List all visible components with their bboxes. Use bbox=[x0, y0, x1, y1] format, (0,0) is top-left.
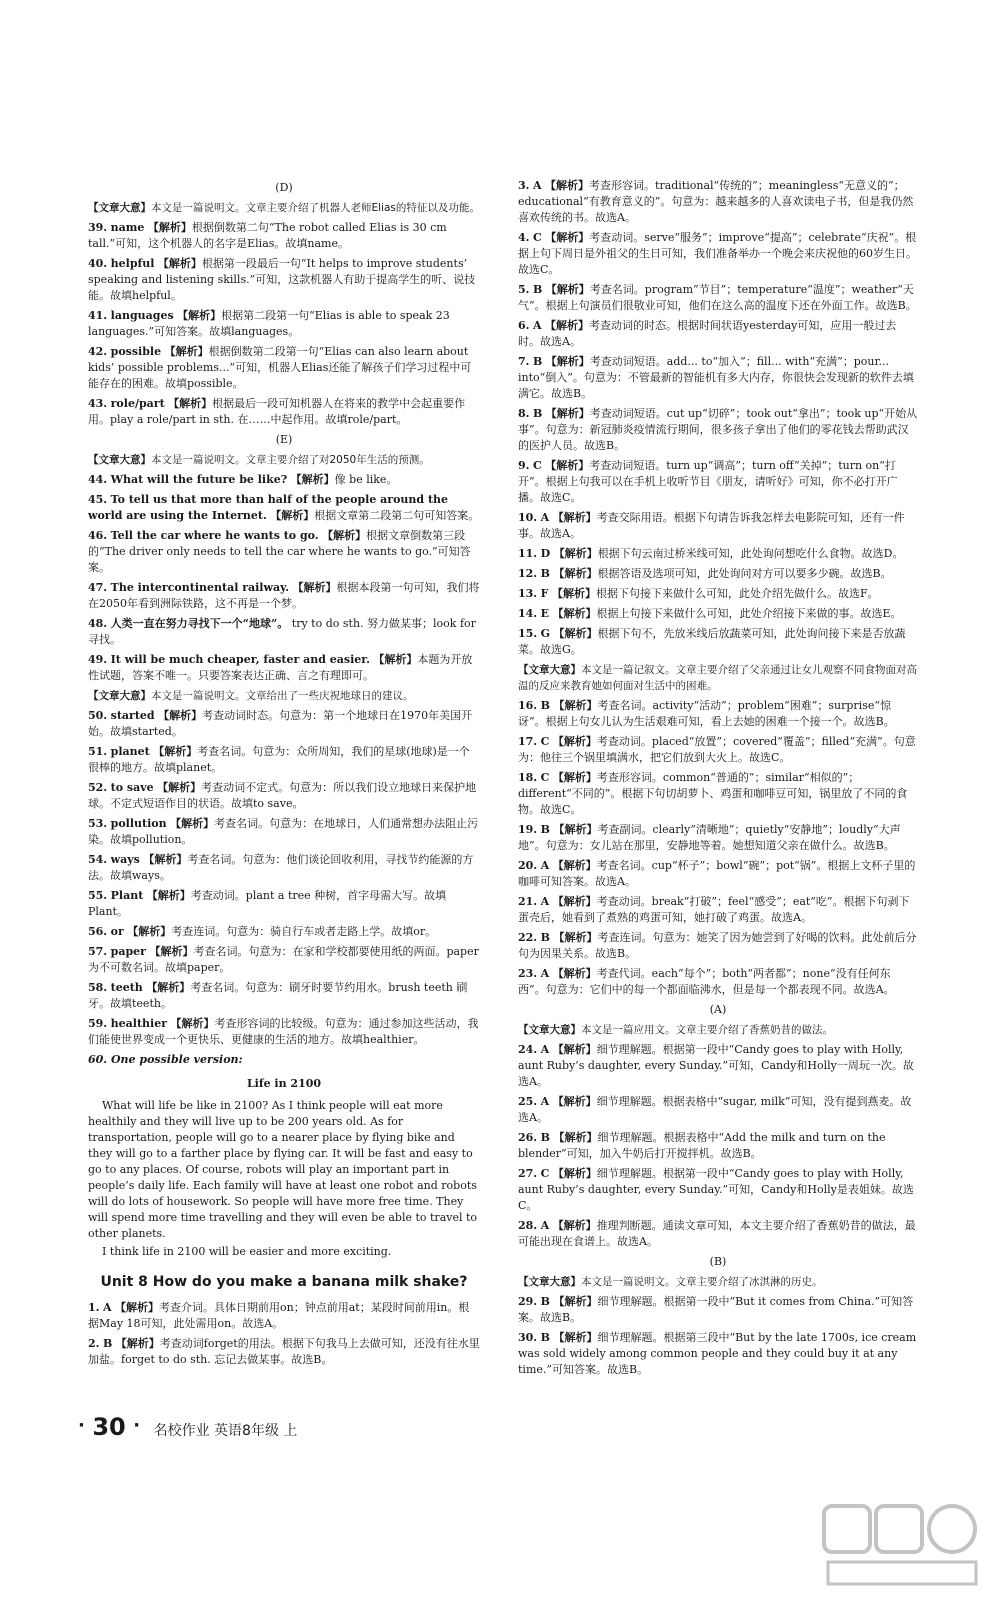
answer-key: A bbox=[540, 1219, 550, 1232]
analysis-tag: 【解析】 bbox=[127, 925, 172, 938]
watermark-logo-icon bbox=[820, 1500, 980, 1590]
answer-entry bbox=[88, 308, 480, 340]
answer-entry bbox=[88, 472, 480, 488]
analysis-text: 细节理解题。根据第一段中“Candy goes to play with Holly, aunt Ruby’s daughter, every Sunday.”可知，Candy和Holly是表姐妹。故选C。 bbox=[518, 1167, 914, 1212]
answer-key: ways bbox=[110, 853, 140, 866]
analysis-tag: 【解析】 bbox=[545, 283, 590, 296]
answer-key: 人类一直在努力寻找下一个“地球”。 bbox=[110, 617, 289, 630]
analysis-tag: 【解析】 bbox=[149, 945, 194, 958]
essay-title: Life in 2100 bbox=[246, 1077, 322, 1090]
analysis-tag: 【解析】 bbox=[170, 817, 215, 830]
question-number: 14. bbox=[518, 607, 538, 620]
answer-key: What will the future be like? bbox=[110, 473, 288, 486]
essay-label: 60. One possible version: bbox=[88, 1053, 243, 1066]
analysis-tag: 【解析】 bbox=[545, 179, 590, 192]
answer-key: B bbox=[540, 1295, 550, 1308]
answer-key: possible bbox=[110, 345, 162, 358]
answer-entry bbox=[88, 1336, 480, 1368]
answer-key: B bbox=[532, 355, 543, 368]
answer-entry bbox=[88, 1016, 480, 1048]
answer-key: pollution bbox=[110, 817, 167, 830]
answer-entry bbox=[518, 1094, 918, 1126]
summary-tag: 【文章大意】 bbox=[518, 664, 581, 676]
analysis-tag: 【解析】 bbox=[552, 1219, 597, 1232]
answer-entry bbox=[88, 396, 480, 428]
answer-entry bbox=[88, 744, 480, 776]
analysis-tag: 【解析】 bbox=[552, 1095, 597, 1108]
analysis-tag: 【解析】 bbox=[552, 511, 597, 524]
question-number: 42. bbox=[88, 345, 108, 358]
question-number: 3. bbox=[518, 179, 530, 192]
answer-key: A bbox=[540, 895, 550, 908]
question-number: 18. bbox=[518, 771, 538, 784]
question-number: 57. bbox=[88, 945, 108, 958]
analysis-text: 考查名词。program“节目”；temperature“温度”；weather“天气”。根据上句演员们很敬业可知，他们在这么高的温度下还在外面工作。故选B。 bbox=[518, 283, 917, 312]
summary-tag: 【文章大意】 bbox=[88, 454, 151, 466]
analysis-text: 考查名词。activity“活动”；problem“困难”；surprise“惊讶”。根据上句女儿认为生活艰难可知，看上去她的困难一个接一个。故选B。 bbox=[518, 699, 895, 728]
question-number: 29. bbox=[518, 1295, 538, 1308]
essay-paragraph: What will life be like in 2100? As I think people will eat more healthily and they will live up to be 200 years old. As for transportation, people will go to a nearer place by flying bike and they will go to a farther place by flying car. It will be fast and easy to go to any places. Of course, robots will play an important part in people’s daily life. Each family will have at least one robot and robots will do lots of housework. So people will have more free time. They will spend more time travelling and they will even be able to travel to other planets. bbox=[88, 1099, 478, 1240]
analysis-tag: 【解析】 bbox=[153, 745, 198, 758]
answer-entry bbox=[518, 1294, 918, 1326]
analysis-tag: 【解析】 bbox=[168, 397, 213, 410]
answer-key: B bbox=[540, 931, 550, 944]
answer-entry bbox=[518, 626, 918, 658]
analysis-tag: 【解析】 bbox=[157, 781, 202, 794]
question-number: 55. bbox=[88, 889, 108, 902]
question-number: 21. bbox=[518, 895, 538, 908]
analysis-tag: 【解析】 bbox=[553, 1331, 598, 1344]
analysis-text: 根据文章第二段第二句可知答案。 bbox=[314, 509, 480, 522]
answer-entry bbox=[518, 406, 918, 454]
analysis-tag: 【解析】 bbox=[146, 981, 191, 994]
summary-text: 本文是一篇说明文。文章给出了一些庆祝地球日的建议。 bbox=[151, 690, 414, 702]
answer-key: F bbox=[540, 587, 549, 600]
answer-entry bbox=[88, 780, 480, 812]
answer-entry bbox=[518, 230, 918, 278]
answer-key: C bbox=[532, 231, 542, 244]
summary-text: 本文是一篇说明文。文章主要介绍了冰淇淋的历史。 bbox=[581, 1276, 823, 1288]
analysis-text: 考查名词。句意为：在地球日，人们通常想办法阻止污染。故填pollution。 bbox=[88, 817, 479, 846]
answer-entry bbox=[88, 888, 480, 920]
answer-entry bbox=[518, 894, 918, 926]
passage-summary bbox=[518, 1022, 918, 1038]
answer-entry bbox=[88, 708, 480, 740]
question-number: 20. bbox=[518, 859, 538, 872]
analysis-tag: 【解析】 bbox=[552, 1167, 597, 1180]
answer-key: A bbox=[540, 967, 550, 980]
summary-tag: 【文章大意】 bbox=[88, 690, 151, 702]
question-number: 52. bbox=[88, 781, 108, 794]
passage-summary bbox=[518, 662, 918, 694]
summary-text: 本文是一篇记叙文。文章主要介绍了父亲通过让女儿观察不同食物面对高温的反应来教育她如何面对生活中的困难。 bbox=[518, 664, 917, 692]
question-number: 46. bbox=[88, 529, 108, 542]
analysis-tag: 【解析】 bbox=[322, 529, 367, 542]
answer-key: B bbox=[540, 699, 550, 712]
passage-summary bbox=[88, 688, 480, 704]
question-number: 22. bbox=[518, 931, 538, 944]
section-heading: (B) bbox=[709, 1255, 727, 1268]
summary-tag: 【文章大意】 bbox=[518, 1276, 581, 1288]
analysis-tag: 【解析】 bbox=[552, 859, 597, 872]
analysis-text: 考查代词。each“每个”；both“两者都”；none“没有任何东西”。句意为：它们中的每一个都面临沸水，但是每一个都表现不同。故选A。 bbox=[518, 967, 895, 996]
answer-entry bbox=[518, 858, 918, 890]
answer-entry bbox=[518, 1166, 918, 1214]
answer-key: A bbox=[540, 511, 550, 524]
page-number: 30 bbox=[92, 1413, 126, 1441]
answer-key: B bbox=[540, 1331, 550, 1344]
right-column bbox=[518, 178, 918, 1382]
answer-entry bbox=[518, 1130, 918, 1162]
analysis-tag: 【解析】 bbox=[545, 407, 590, 420]
answer-key: A bbox=[540, 1043, 550, 1056]
answer-entry bbox=[88, 924, 480, 940]
answer-entry bbox=[518, 698, 918, 730]
question-number: 49. bbox=[88, 653, 108, 666]
question-number: 47. bbox=[88, 581, 108, 594]
analysis-tag: 【解析】 bbox=[545, 231, 590, 244]
answer-entry bbox=[518, 1330, 918, 1378]
answer-key: D bbox=[540, 547, 551, 560]
question-number: 23. bbox=[518, 967, 538, 980]
answer-entry bbox=[88, 980, 480, 1012]
answer-key: Plant bbox=[110, 889, 144, 902]
question-number: 8. bbox=[518, 407, 530, 420]
analysis-text: 考查动词。break“打破”；feel“感受”；eat“吃”。根据下句剥下蛋壳后，她看到了煮熟的鸡蛋可知，她打破了鸡蛋。故选A。 bbox=[518, 895, 910, 924]
essay-paragraph: I think life in 2100 will be easier and more exciting. bbox=[102, 1245, 392, 1258]
analysis-text: 根据下句云南过桥米线可知，此处询问想吃什么食物。故选D。 bbox=[597, 547, 904, 560]
analysis-text: 考查名词。句意为：在家和学校都要使用纸的两面。paper为不可数名词。故填paper。 bbox=[88, 945, 479, 974]
analysis-text: 考查动词。placed“放置”；covered“覆盖”；filled“充满”。句意为：他往三个锅里填满水，把它们放到大火上。故选C。 bbox=[518, 735, 916, 764]
answer-key: E bbox=[540, 607, 550, 620]
question-number: 2. bbox=[88, 1337, 100, 1350]
question-number: 25. bbox=[518, 1095, 538, 1108]
analysis-text: 考查交际用语。根据下句请告诉我怎样去电影院可知，还有一件事。故选A。 bbox=[518, 511, 905, 540]
answer-entry bbox=[88, 1300, 480, 1332]
analysis-text: 考查名词。句意为：众所周知，我们的星球(地球)是一个很棒的地方。故填planet。 bbox=[88, 745, 470, 774]
analysis-tag: 【解析】 bbox=[552, 607, 597, 620]
answer-key: Tell the car where he wants to go. bbox=[110, 529, 319, 542]
answer-key: languages bbox=[110, 309, 174, 322]
analysis-text: 考查形容词。traditional“传统的”；meaningless“无意义的”；educational“有教育意义的”。句意为：越来越多的人喜欢读电子书，但是我仍然喜欢传统的书。故选A。 bbox=[518, 179, 914, 224]
question-number: 16. bbox=[518, 699, 538, 712]
question-number: 19. bbox=[518, 823, 538, 836]
analysis-tag: 【解析】 bbox=[177, 309, 222, 322]
question-number: 50. bbox=[88, 709, 108, 722]
summary-text: 本文是一篇说明文。文章主要介绍了对2050年生活的预测。 bbox=[151, 454, 430, 466]
question-number: 10. bbox=[518, 511, 538, 524]
passage-summary bbox=[88, 452, 480, 468]
question-number: 5. bbox=[518, 283, 530, 296]
answer-entry bbox=[518, 318, 918, 350]
answer-key: A bbox=[540, 859, 550, 872]
analysis-text: 细节理解题。根据第三段中“But by the late 1700s, ice cream was sold widely among common people and they could buy it at any time.”可知答案。故选B。 bbox=[518, 1331, 917, 1376]
question-number: 1. bbox=[88, 1301, 100, 1314]
answer-key: role/part bbox=[110, 397, 165, 410]
answer-entry bbox=[518, 354, 918, 402]
analysis-text: 考查动词短语。cut up“切碎”；took out“拿出”；took up“开始从事”。句意为：新冠肺炎疫情流行期间，很多孩子拿出了他们的零花钱去帮助武汉的医护人员。故选B。 bbox=[518, 407, 918, 452]
analysis-tag: 【解析】 bbox=[164, 345, 209, 358]
analysis-tag: 【解析】 bbox=[552, 771, 597, 784]
analysis-tag: 【解析】 bbox=[158, 709, 203, 722]
answer-key: name bbox=[110, 221, 145, 234]
question-number: 56. bbox=[88, 925, 108, 938]
analysis-text: 考查形容词的比较级。句意为：通过参加这些活动，我们能使世界变成一个更快乐、更健康的生活的地方。故填healthier。 bbox=[88, 1017, 479, 1046]
analysis-tag: 【解析】 bbox=[552, 1043, 597, 1056]
answer-entry bbox=[518, 510, 918, 542]
answer-key: A bbox=[532, 319, 542, 332]
answer-entry bbox=[88, 852, 480, 884]
analysis-tag: 【解析】 bbox=[146, 889, 191, 902]
question-number: 13. bbox=[518, 587, 538, 600]
answer-entry bbox=[88, 944, 480, 976]
analysis-text: 细节理解题。根据表格中“sugar, milk”可知，没有提到燕麦。故选A。 bbox=[518, 1095, 912, 1124]
answer-entry bbox=[88, 652, 480, 684]
answer-key: B bbox=[540, 823, 550, 836]
answer-entry bbox=[88, 616, 480, 648]
analysis-text: 考查动词时态。句意为：第一个地球日在1970年美国开始。故填started。 bbox=[88, 709, 473, 738]
analysis-tag: 【解析】 bbox=[553, 1131, 598, 1144]
answer-key: to save bbox=[110, 781, 154, 794]
analysis-tag: 【解析】 bbox=[553, 1295, 598, 1308]
analysis-text: 根据倒数第二句“The robot called Elias is 30 cm tall.”可知，这个机器人的名字是Elias。故填name。 bbox=[88, 221, 447, 250]
analysis-text: 考查形容词。common“普通的”；similar“相似的”；different“不同的”。根据下句切胡萝卜、鸡蛋和咖啡豆可知，锅里放了不同的食物。故选C。 bbox=[518, 771, 908, 816]
section-heading: (A) bbox=[709, 1003, 727, 1016]
summary-tag: 【文章大意】 bbox=[88, 202, 151, 214]
answer-key: C bbox=[532, 459, 542, 472]
answer-key: The intercontinental railway. bbox=[110, 581, 290, 594]
analysis-text: 根据上句接下来做什么可知，此处介绍接下来做的事。故选E。 bbox=[596, 607, 902, 620]
analysis-tag: 【解析】 bbox=[553, 931, 598, 944]
answer-key: C bbox=[540, 771, 550, 784]
answer-key: G bbox=[540, 627, 551, 640]
answer-entry bbox=[88, 816, 480, 848]
question-number: 11. bbox=[518, 547, 538, 560]
analysis-text: 推理判断题。通读文章可知，本文主要介绍了香蕉奶昔的做法，最可能出现在食谱上。故选A。 bbox=[518, 1219, 916, 1248]
analysis-tag: 【解析】 bbox=[551, 587, 596, 600]
answer-key: planet bbox=[110, 745, 150, 758]
answer-entry bbox=[518, 930, 918, 962]
analysis-tag: 【解析】 bbox=[170, 1017, 215, 1030]
summary-tag: 【文章大意】 bbox=[518, 1024, 581, 1036]
analysis-text: 考查动词。serve“服务”；improve“提高”；celebrate“庆祝”。根据上句下周日是外祖父的生日可知，我们准备举办一个晚会来庆祝他的60岁生日。故选C。 bbox=[518, 231, 917, 276]
passage-summary bbox=[518, 1274, 918, 1290]
analysis-tag: 【解析】 bbox=[553, 547, 598, 560]
analysis-text: 考查名词。句意为：刷牙时要节约用水。brush teeth 刷牙。故填teeth。 bbox=[88, 981, 468, 1010]
analysis-text: 考查动词forget的用法。根据下句我马上去做可知，还没有往水里加盐。forget to do sth. 忘记去做某事。故选B。 bbox=[88, 1337, 480, 1366]
answer-key: B bbox=[532, 407, 543, 420]
question-number: 30. bbox=[518, 1331, 538, 1344]
analysis-tag: 【解析】 bbox=[552, 895, 597, 908]
summary-text: 本文是一篇应用文。文章主要介绍了香蕉奶昔的做法。 bbox=[581, 1024, 833, 1036]
analysis-text: 根据答语及选项可知，此处询问对方可以要多少碗。故选B。 bbox=[597, 567, 892, 580]
answer-entry bbox=[518, 822, 918, 854]
analysis-text: 细节理解题。根据表格中“Add the milk and turn on the blender”可知，加入牛奶后打开搅拌机。故选B。 bbox=[518, 1131, 886, 1160]
answer-key: C bbox=[540, 1167, 550, 1180]
analysis-tag: 【解析】 bbox=[545, 459, 590, 472]
answer-key: A bbox=[532, 179, 542, 192]
analysis-tag: 【解析】 bbox=[553, 823, 598, 836]
analysis-text: 考查动词短语。add... to“加入”；fill... with“充满”；pour... into“倒入”。句意为：不管最新的智能机有多大内存，你很快会发现新的软件去填满它。故选B。 bbox=[518, 355, 914, 400]
answer-entry bbox=[88, 220, 480, 252]
analysis-text: 考查名词。句意为：他们谈论回收利用，寻找节约能源的方法。故填ways。 bbox=[88, 853, 474, 882]
answer-entry bbox=[88, 528, 480, 576]
answer-key: C bbox=[540, 735, 550, 748]
question-number: 27. bbox=[518, 1167, 538, 1180]
analysis-text: 考查动词的时态。根据时间状语yesterday可知，应用一般过去时。故选A。 bbox=[518, 319, 897, 348]
analysis-text: 根据下句不，先放米线后放蔬菜可知，此处询问接下来是否放蔬菜。故选G。 bbox=[518, 627, 906, 656]
analysis-tag: 【解析】 bbox=[545, 319, 590, 332]
question-number: 48. bbox=[88, 617, 108, 630]
answer-key: healthier bbox=[110, 1017, 167, 1030]
analysis-text: 考查动词不定式。句意为：所以我们设立地球日来保护地球。不定式短语作目的状语。故填to save。 bbox=[88, 781, 477, 810]
question-number: 15. bbox=[518, 627, 538, 640]
section-heading: (E) bbox=[275, 433, 293, 446]
answer-entry bbox=[518, 586, 918, 602]
answer-key: paper bbox=[110, 945, 146, 958]
analysis-text: 细节理解题。根据第一段中“But it comes from China.”可知答案。故选B。 bbox=[518, 1295, 914, 1324]
question-number: 39. bbox=[88, 221, 108, 234]
answer-key: or bbox=[110, 925, 124, 938]
analysis-text: 细节理解题。根据第一段中“Candy goes to play with Holly, aunt Ruby’s daughter, every Sunday.”可知，Candy和Holly一周玩一次。故选A。 bbox=[518, 1043, 914, 1088]
answer-key: B bbox=[540, 567, 550, 580]
question-number: 43. bbox=[88, 397, 108, 410]
answer-entry bbox=[518, 770, 918, 818]
analysis-text: 考查介词。具体日期前用on；钟点前用at；某段时间前用in。根据May 18可知，此处需用on。故选A。 bbox=[88, 1301, 470, 1330]
analysis-tag: 【解析】 bbox=[147, 221, 192, 234]
analysis-tag: 【解析】 bbox=[115, 1301, 160, 1314]
analysis-text: 根据本段第一句可知，我们将在2050年看到洲际铁路，这不再是一个梦。 bbox=[88, 581, 480, 610]
page-footer: · 30 · 名校作业 英语8年级 上 bbox=[78, 1413, 298, 1441]
answer-entry bbox=[518, 282, 918, 314]
answer-entry bbox=[88, 256, 480, 304]
answer-key: A bbox=[102, 1301, 112, 1314]
analysis-text: try to do sth. 努力做某事；look for 寻找。 bbox=[88, 617, 476, 646]
analysis-text: 根据最后一段可知机器人在将来的教学中会起重要作用。play a role/part in sth. 在……中起作用。故填role/part。 bbox=[88, 397, 466, 426]
answer-entry bbox=[518, 178, 918, 226]
answer-key: A bbox=[540, 1095, 550, 1108]
question-number: 58. bbox=[88, 981, 108, 994]
question-number: 40. bbox=[88, 257, 108, 270]
analysis-tag: 【解析】 bbox=[553, 699, 598, 712]
analysis-text: 考查名词。cup“杯子”；bowl“碗”；pot“锅”。根据上文杯子里的咖啡可知答案。故选A。 bbox=[518, 859, 916, 888]
summary-text: 本文是一篇说明文。文章主要介绍了机器人老师Elias的特征以及功能。 bbox=[151, 202, 480, 214]
answer-entry bbox=[518, 546, 918, 562]
analysis-text: 像 be like。 bbox=[334, 473, 398, 486]
answer-entry bbox=[518, 1218, 918, 1250]
answer-key: helpful bbox=[110, 257, 155, 270]
answer-key: started bbox=[110, 709, 155, 722]
answer-entry bbox=[518, 458, 918, 506]
analysis-text: 本题为开放性试题，答案不唯一。只要答案表达正确、言之有理即可。 bbox=[88, 653, 473, 682]
passage-summary bbox=[88, 200, 480, 216]
analysis-tag: 【解析】 bbox=[553, 627, 598, 640]
answer-key: B bbox=[102, 1337, 113, 1350]
question-number: 54. bbox=[88, 853, 108, 866]
answer-entry bbox=[518, 1042, 918, 1090]
analysis-tag: 【解析】 bbox=[373, 653, 418, 666]
question-number: 44. bbox=[88, 473, 108, 486]
question-number: 51. bbox=[88, 745, 108, 758]
question-number: 28. bbox=[518, 1219, 538, 1232]
answer-key: B bbox=[540, 1131, 550, 1144]
answer-key: B bbox=[532, 283, 543, 296]
question-number: 59. bbox=[88, 1017, 108, 1030]
analysis-text: 考查动词短语。turn up“调高”；turn off“关掉”；turn on“打开”。根据上句我可以在手机上收听节目《朋友，请听好》可知，你不必打开广播。故选C。 bbox=[518, 459, 898, 504]
analysis-tag: 【解析】 bbox=[270, 509, 315, 522]
analysis-tag: 【解析】 bbox=[552, 967, 597, 980]
analysis-tag: 【解析】 bbox=[290, 473, 335, 486]
answer-key: teeth bbox=[110, 981, 143, 994]
analysis-text: 考查副词。clearly“清晰地”；quietly“安静地”；loudly“大声地”。句意为：女儿站在那里，安静地等着。她想知道父亲在做什么。故选B。 bbox=[518, 823, 901, 852]
analysis-tag: 【解析】 bbox=[553, 567, 598, 580]
unit-heading: Unit 8 How do you make a banana milk shake? bbox=[100, 1274, 468, 1290]
question-number: 6. bbox=[518, 319, 530, 332]
analysis-text: 根据文章倒数第三段的“The driver only needs to tell the car where he wants to go.”可知答案。 bbox=[88, 529, 471, 574]
left-column bbox=[88, 178, 480, 1372]
question-number: 41. bbox=[88, 309, 108, 322]
analysis-text: 考查连词。句意为：她笑了因为她尝到了好喝的饮料。此处前后分句为因果关系。故选B。 bbox=[518, 931, 917, 960]
book-title: 名校作业 英语8年级 上 bbox=[153, 1423, 298, 1439]
question-number: 24. bbox=[518, 1043, 538, 1056]
answer-entry bbox=[88, 580, 480, 612]
question-number: 12. bbox=[518, 567, 538, 580]
analysis-tag: 【解析】 bbox=[552, 735, 597, 748]
model-essay bbox=[88, 1052, 480, 1260]
answer-entry bbox=[518, 734, 918, 766]
analysis-text: 根据第一段最后一句“It helps to improve students’ speaking and listening skills.”可知，这款机器人有助于提高学生的听、说技能。故填helpful。 bbox=[88, 257, 476, 302]
section-heading: (D) bbox=[275, 181, 293, 194]
analysis-tag: 【解析】 bbox=[292, 581, 337, 594]
answer-entry bbox=[518, 566, 918, 582]
analysis-text: 考查动词。plant a tree 种树，首字母需大写。故填Plant。 bbox=[88, 889, 447, 918]
answer-key: To tell us that more than half of the people around the world are using the Internet. bbox=[88, 493, 449, 522]
answer-entry bbox=[88, 344, 480, 392]
question-number: 7. bbox=[518, 355, 530, 368]
analysis-text: 根据倒数第二段第一句“Elias can also learn about kids’ possible problems...”可知，机器人Elias还能了解孩子们学习过程中可能存在的困难。故填possible。 bbox=[88, 345, 472, 390]
analysis-tag: 【解析】 bbox=[545, 355, 590, 368]
question-number: 53. bbox=[88, 817, 108, 830]
question-number: 9. bbox=[518, 459, 530, 472]
answer-entry bbox=[518, 606, 918, 622]
answer-entry bbox=[88, 492, 480, 524]
analysis-text: 根据下句接下来做什么可知，此处介绍先做什么。故选F。 bbox=[595, 587, 879, 600]
analysis-tag: 【解析】 bbox=[157, 257, 202, 270]
question-number: 4. bbox=[518, 231, 530, 244]
question-number: 17. bbox=[518, 735, 538, 748]
question-number: 26. bbox=[518, 1131, 538, 1144]
analysis-tag: 【解析】 bbox=[143, 853, 188, 866]
answer-key: It will be much cheaper, faster and easier. bbox=[110, 653, 370, 666]
answer-entry bbox=[518, 966, 918, 998]
analysis-tag: 【解析】 bbox=[115, 1337, 160, 1350]
analysis-text: 考查连词。句意为：骑自行车或者走路上学。故填or。 bbox=[171, 925, 437, 938]
analysis-text: 根据第二段第一句“Elias is able to speak 23 languages.”可知答案。故填languages。 bbox=[88, 309, 450, 338]
question-number: 45. bbox=[88, 493, 108, 506]
